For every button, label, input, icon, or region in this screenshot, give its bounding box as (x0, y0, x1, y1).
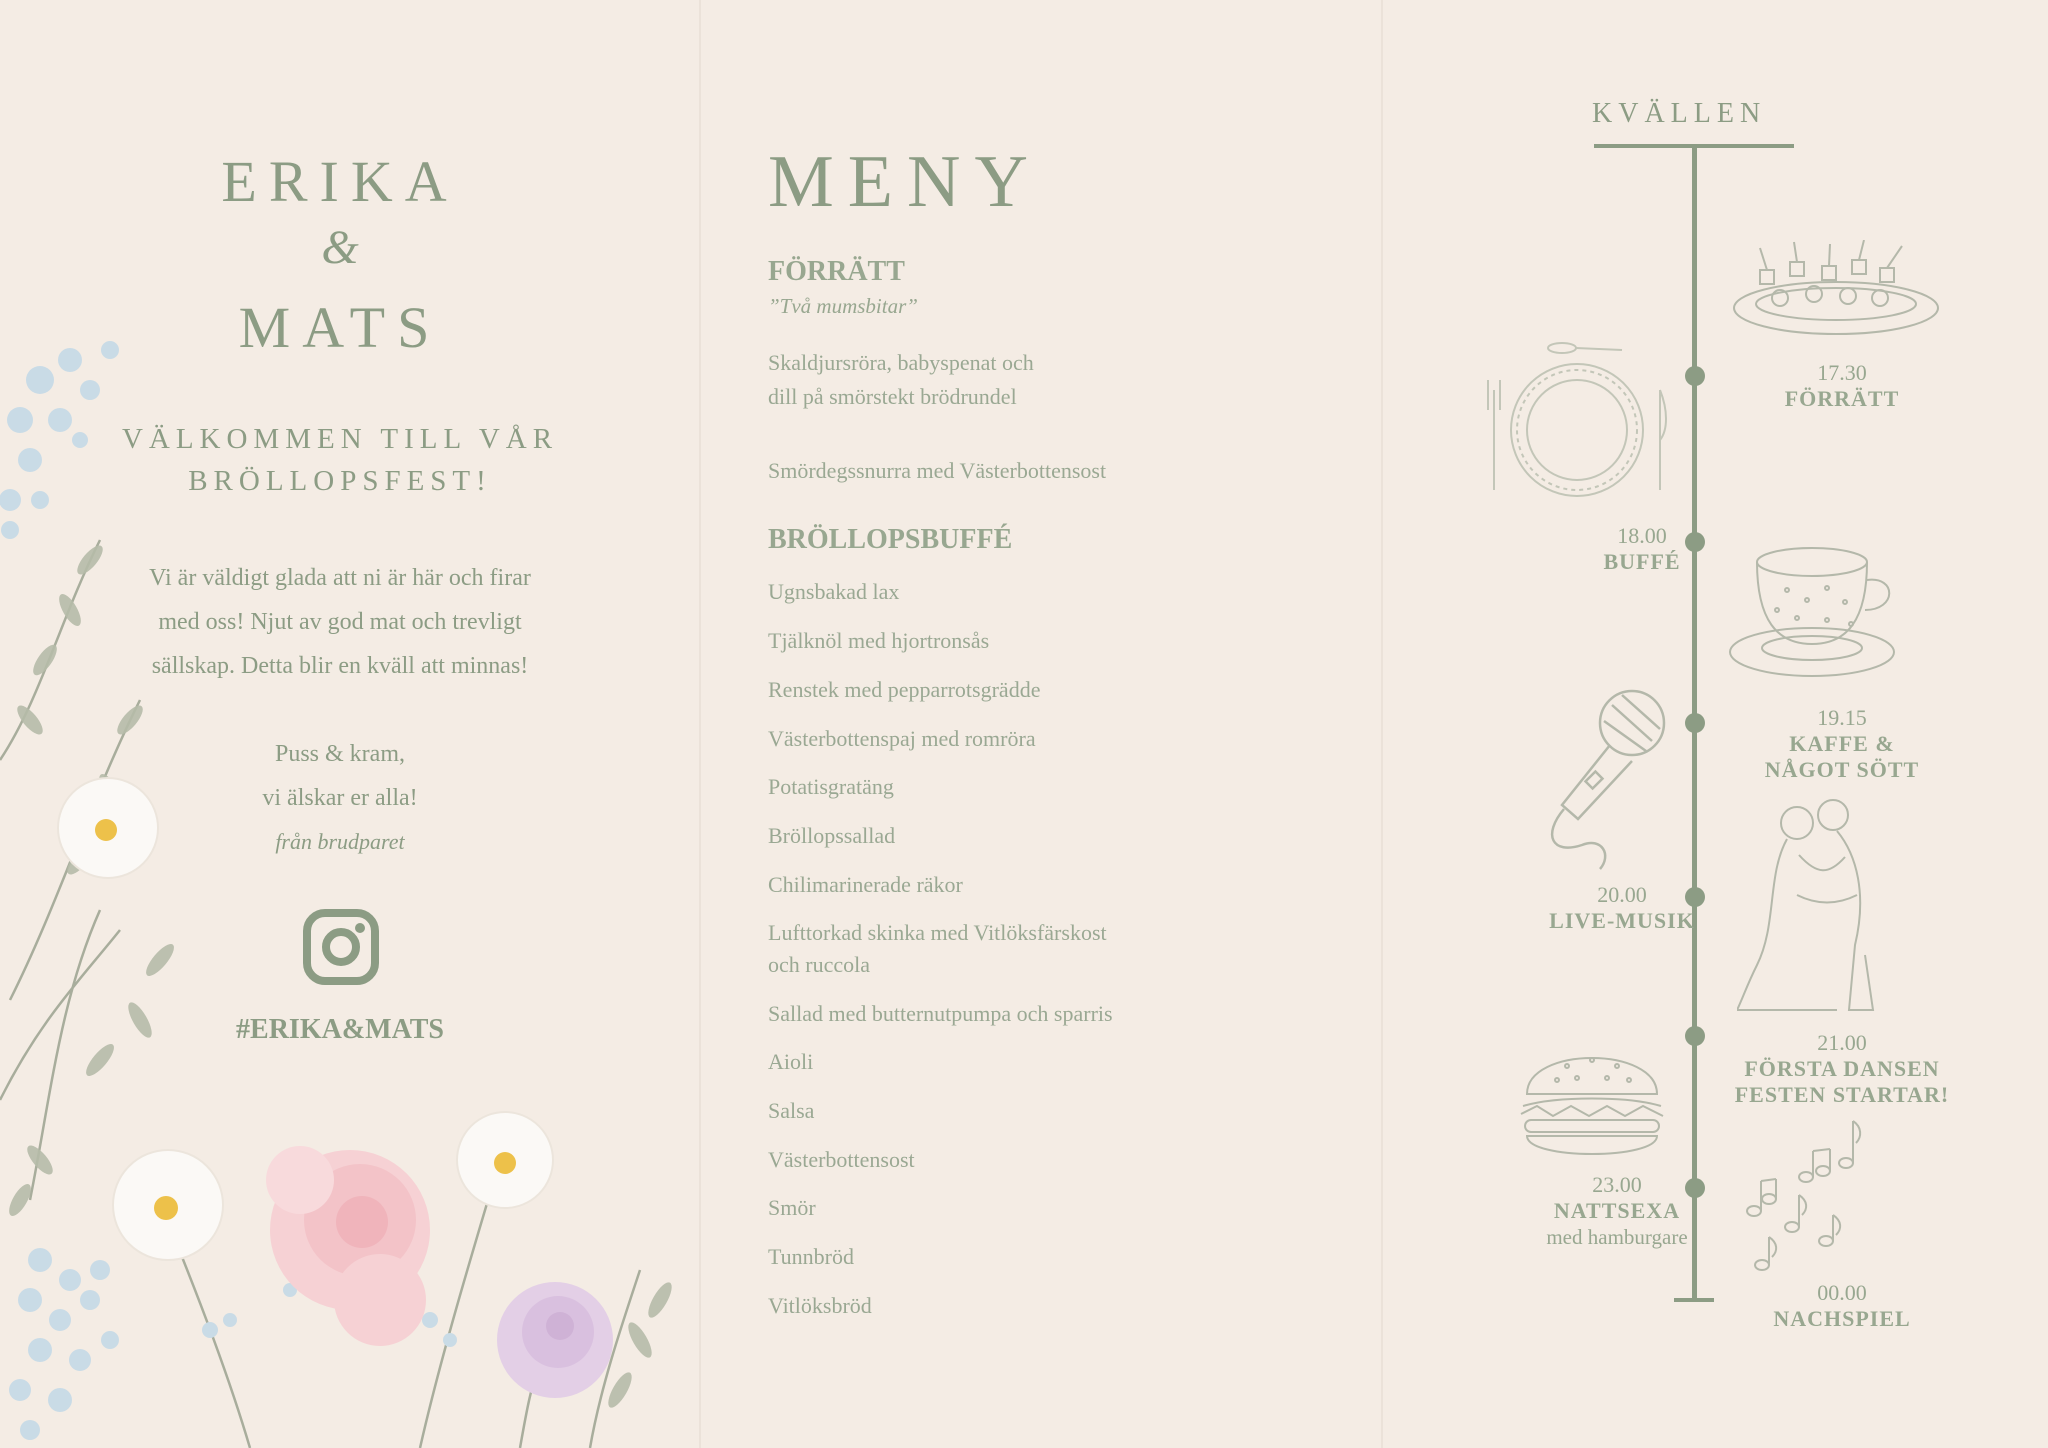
event-time: 17.30 (1817, 360, 1867, 385)
event-name: FÖRRÄTT (1784, 386, 1900, 411)
buffet-item: Västerbottenspaj med romröra (768, 726, 1036, 751)
starter-title: FÖRRÄTT (768, 256, 905, 287)
buffet-item: Ugnsbakad lax (768, 579, 900, 604)
timeline-dot (1685, 713, 1705, 733)
starter-dish-1-line2: dill på smörstekt brödrundel (768, 384, 1017, 409)
event-time: 23.00 (1592, 1172, 1642, 1197)
canapes-plate-icon (1730, 240, 1942, 350)
hamburger-icon (1517, 1036, 1667, 1162)
dinner-plate-icon (1482, 340, 1672, 500)
buffet-item: Renstek med pepparrotsgrädde (768, 677, 1041, 702)
music-notes-icon (1742, 1115, 1882, 1275)
hashtag: #ERIKA&MATS (236, 1014, 444, 1045)
menu-panel (700, 0, 1382, 1448)
event-name: FÖRSTA DANSEN (1744, 1056, 1940, 1081)
timeline-dot (1685, 366, 1705, 386)
buffet-title: BRÖLLOPSBUFFÉ (768, 524, 1013, 555)
event-name: BUFFÉ (1603, 549, 1681, 574)
starter-dish-2: Smördegssnurra med Västerbottensost (768, 458, 1107, 483)
buffet-item: Tunnbröd (768, 1244, 854, 1269)
sign-line-2: vi älskar er alla! (262, 785, 418, 811)
buffet-item: Bröllopssallad (768, 823, 896, 848)
ampersand: & (321, 221, 359, 274)
event-time: 20.00 (1597, 882, 1647, 907)
event-time: 18.00 (1617, 523, 1667, 548)
event-buffe (1542, 523, 1742, 575)
coffee-cup-icon (1727, 540, 1897, 680)
event-forsta-dansen (1702, 1030, 1982, 1108)
buffet-item: Västerbottensost (768, 1147, 915, 1172)
bride-name: ERIKA (221, 149, 459, 214)
sign-line-1: Puss & kram, (274, 741, 405, 767)
event-time: 21.00 (1817, 1030, 1867, 1055)
event-name: KAFFE & (1789, 731, 1895, 756)
timeline-panel (1382, 0, 2048, 1448)
starter-subtitle: ”Två mumsbitar” (768, 294, 918, 318)
event-time: 19.15 (1817, 705, 1867, 730)
intro-line-1: Vi är väldigt glada att ni är här och firar (149, 565, 531, 591)
groom-name: MATS (238, 295, 442, 360)
buffet-item: Aioli (768, 1049, 814, 1074)
event-name: NACHSPIEL (1773, 1306, 1911, 1331)
sign-line-3: från brudparet (275, 829, 405, 854)
event-forratt (1742, 360, 1942, 412)
menu-title: MENY (768, 141, 1042, 223)
buffet-item: Tjälknöl med hjortronsås (768, 628, 990, 653)
event-nattsexa (1482, 1172, 1752, 1250)
buffet-item: Lufttorkad skinka med Vitlöksfärskost (768, 920, 1107, 945)
event-livemusik (1512, 882, 1732, 934)
buffet-item: Potatisgratäng (768, 774, 894, 799)
microphone-icon (1532, 685, 1672, 875)
welcome-heading-line2: BRÖLLOPSFEST! (188, 465, 492, 497)
buffet-item: och ruccola (768, 952, 870, 977)
buffet-item: Salsa (768, 1098, 815, 1123)
buffet-item: Sallad med butternutpumpa och sparris (768, 1001, 1113, 1026)
event-nachspiel (1722, 1280, 1962, 1332)
event-name-line2: NÅGOT SÖTT (1764, 757, 1920, 782)
event-subtitle: med hamburgare (1546, 1225, 1688, 1249)
intro-line-3: sällskap. Detta blir en kväll att minnas! (151, 653, 529, 679)
instagram-icon (302, 908, 380, 986)
starter-dish-1-line1: Skaldjursröra, babyspenat och (768, 350, 1034, 375)
timeline-title: KVÄLLEN (1592, 98, 1767, 129)
buffet-item: Smör (768, 1195, 816, 1220)
event-name: LIVE-MUSIK (1549, 908, 1695, 933)
event-name: NATTSEXA (1553, 1198, 1681, 1223)
wildflower-illustration (0, 0, 700, 1448)
intro-line-2: med oss! Njut av god mat och trevligt (158, 609, 522, 635)
event-name-line2: FESTEN STARTAR! (1734, 1082, 1950, 1107)
welcome-heading-line1: VÄLKOMMEN TILL VÅR (121, 423, 559, 455)
event-kaffe (1722, 705, 1962, 783)
event-time: 00.00 (1817, 1280, 1867, 1305)
welcome-panel (0, 0, 700, 1448)
buffet-item: Chilimarinerade räkor (768, 872, 963, 897)
timeline-foot (1674, 1298, 1714, 1302)
buffet-item: Vitlöksbröd (768, 1293, 872, 1318)
dancing-couple-icon (1737, 795, 1907, 1015)
